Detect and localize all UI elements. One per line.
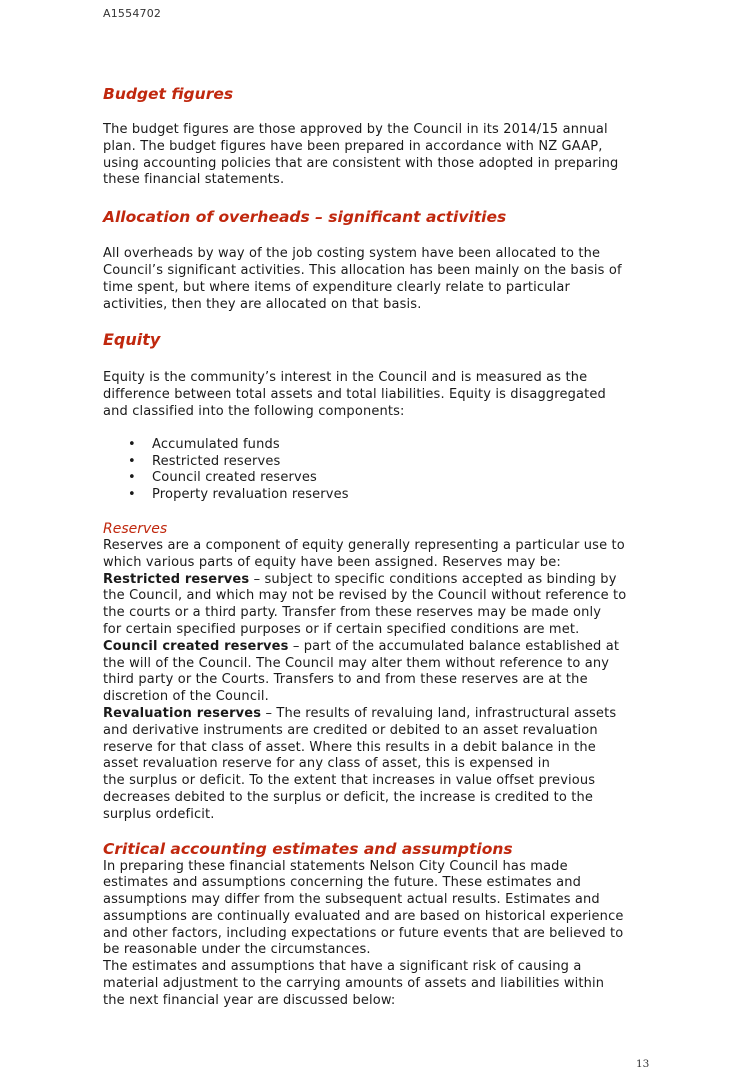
list-item: • Council created reserves — [128, 470, 317, 486]
text-line: reserve for that class of asset. Where this results in a debit balance in the — [103, 739, 596, 755]
bullet-icon: • — [128, 487, 136, 503]
revaluation-reserves-term: Revaluation reserves — [103, 705, 262, 721]
critical-estimates-paragraph — [103, 859, 653, 1010]
text-line: Restricted reserves – subject to specific conditions accepted as binding by — [103, 571, 617, 587]
budget-paragraph — [103, 122, 653, 189]
text-line: The estimates and assumptions that have a significant risk of causing a — [103, 959, 582, 975]
text-line: surplus ordeficit. — [103, 806, 215, 822]
text-line: these financial statements. — [103, 172, 285, 188]
bullet-icon: • — [128, 436, 136, 452]
text-line: time spent, but where items of expenditure clearly relate to particular — [103, 279, 570, 295]
text-line: assumptions may differ from the subsequent actual results. Estimates and — [103, 892, 600, 908]
text-line: Council’s significant activities. This allocation has been mainly on the basis of — [103, 262, 622, 278]
text-line: which various parts of equity have been assigned. Reserves may be: — [103, 554, 561, 570]
bullet-icon: • — [128, 470, 136, 486]
council-reserves-term: Council created reserves — [103, 638, 289, 654]
text-line: material adjustment to the carrying amounts of assets and liabilities within — [103, 976, 605, 992]
equity-components-list — [103, 437, 653, 504]
text-line: In preparing these financial statements Nelson City Council has made — [103, 858, 568, 874]
page-number: 13 — [636, 1058, 650, 1070]
text-line: estimates and assumptions concerning the future. These estimates and — [103, 875, 582, 891]
text-line: decreases debited to the surplus or deficit, the increase is credited to the — [103, 789, 594, 805]
text-line: Equity is the community’s interest in the Council and is measured as the — [103, 370, 588, 386]
text-line: and derivative instruments are credited or debited to an asset revaluation — [103, 722, 598, 738]
text-line: Revaluation reserves – The results of revaluing land, infrastructural assets — [103, 705, 617, 721]
reserves-subheading: Reserves — [103, 520, 168, 537]
text-line: asset revaluation reserve for any class of asset, this is expensed in — [103, 756, 550, 772]
text-line: the surplus or deficit. To the extent that increases in value offset previous — [103, 773, 596, 789]
text-line: third party or the Courts. Transfers to and from these reserves are at the — [103, 672, 588, 688]
document-id: A1554702 — [103, 7, 162, 20]
text-line: the courts or a third party. Transfer from these reserves may be made only — [103, 605, 602, 621]
budget-heading: Budget figures — [103, 85, 234, 103]
text-line: for certain specified purposes or if certain specified conditions are met. — [103, 621, 580, 637]
text-line: Council created reserves – part of the accumulated balance established at — [103, 638, 620, 654]
text-line: difference between total assets and total liabilities. Equity is disaggregated — [103, 387, 606, 403]
text-line: assumptions are continually evaluated and are based on historical experience — [103, 908, 624, 924]
overheads-paragraph — [103, 246, 653, 313]
text-line: discretion of the Council. — [103, 689, 269, 705]
reserves-paragraph — [103, 538, 653, 824]
text-line: the Council, and which may not be revised by the Council without reference to — [103, 588, 627, 604]
critical-estimates-heading: Critical accounting estimates and assumptions — [103, 839, 513, 858]
equity-heading: Equity — [103, 330, 161, 350]
text-line: and other factors, including expectations or future events that are believed to — [103, 925, 624, 941]
text-line: plan. The budget figures have been prepared in accordance with NZ GAAP, — [103, 138, 603, 154]
text-line: using accounting policies that are consistent with those adopted in preparing — [103, 155, 619, 171]
page-content — [103, 84, 653, 1010]
text-line: be reasonable under the circumstances. — [103, 942, 371, 958]
list-item: • Restricted reserves — [128, 453, 281, 469]
text-line: activities, then they are allocated on that basis. — [103, 296, 422, 312]
list-item: • Property revaluation reserves — [128, 487, 349, 503]
text-line: Reserves are a component of equity generally representing a particular use to — [103, 537, 625, 553]
text-line: The budget figures are those approved by the Council in its 2014/15 annual — [103, 122, 608, 137]
text-line: the will of the Council. The Council may alter them without reference to any — [103, 655, 610, 671]
restricted-reserves-term: Restricted reserves — [103, 571, 250, 587]
list-item: • Accumulated funds — [128, 436, 280, 452]
overheads-heading: Allocation of overheads – significant activities — [103, 208, 507, 227]
equity-paragraph — [103, 370, 653, 420]
bullet-icon: • — [128, 453, 136, 469]
text-line: and classified into the following components: — [103, 403, 405, 419]
text-line: All overheads by way of the job costing system have been allocated to the — [103, 246, 601, 262]
text-line: the next financial year are discussed below: — [103, 992, 396, 1008]
